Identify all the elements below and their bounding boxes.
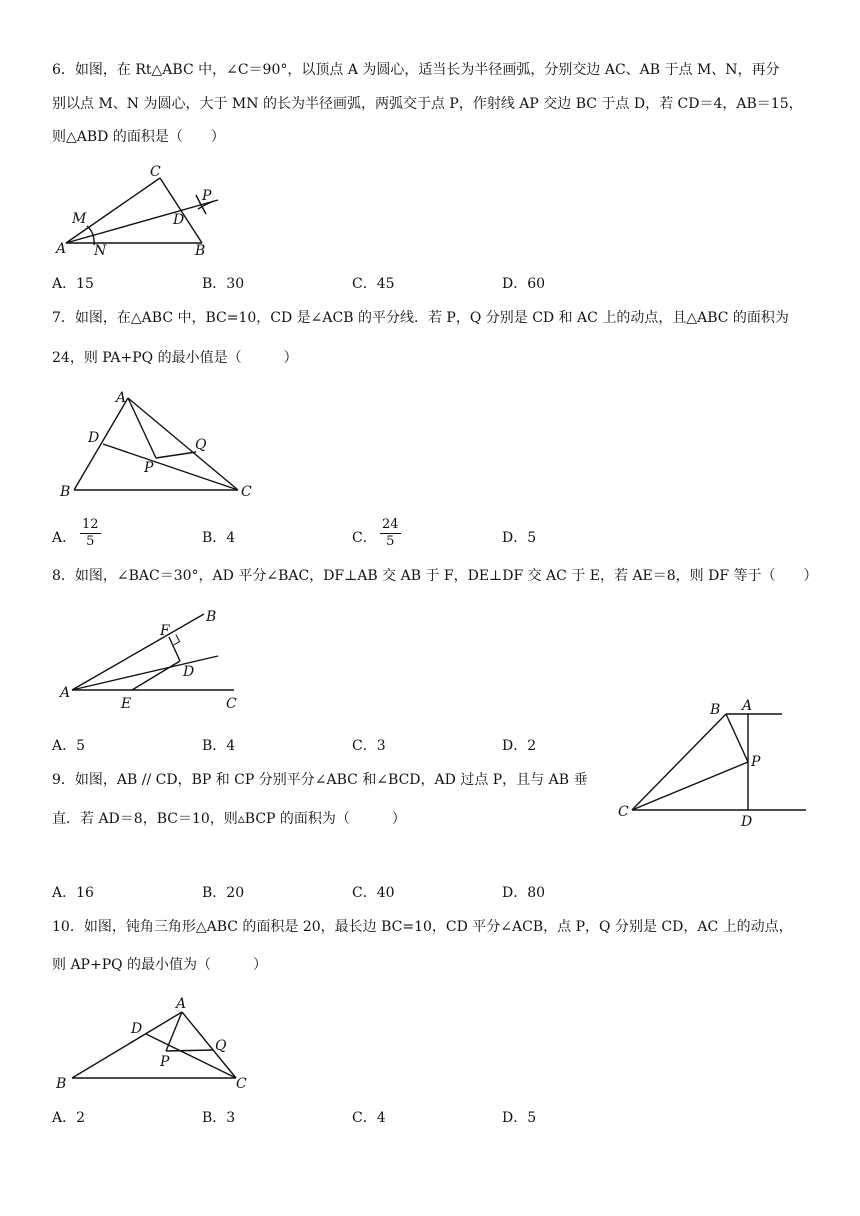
q6-text-line3: 则△ABD 的面积是（ ）	[52, 129, 225, 145]
q8-option-a[interactable]: A．5	[52, 738, 86, 754]
q7-option-c-denominator: 5	[386, 534, 395, 549]
q7-label-b: B	[60, 484, 71, 500]
q8-label-f: F	[160, 623, 170, 639]
q10-option-a[interactable]: A．2	[52, 1110, 86, 1126]
q10-label-a: A	[176, 996, 187, 1012]
q7-option-b[interactable]: B．4	[202, 530, 236, 546]
q6-text-line1: 6．如图，在 Rt△ABC 中，∠C＝90°，以顶点 A 为圆心，适当长为半径画弧，分别交边 AC、AB 于点 M、N，再分	[52, 62, 780, 78]
q6-label-b: B	[195, 243, 206, 259]
q10-text-line1: 10．如图，钝角三角形△ABC 的面积是 20，最长边 BC=10，CD 平分∠ACB，点 P，Q 分别是 CD，AC 上的动点，	[52, 919, 793, 935]
q6-label-c: C	[150, 164, 161, 180]
q6-text-line2: 别以点 M、N 为圆心，大于 MN 的长为半径画弧，两弧交于点 P，作射线 AP 交边 BC 于点 D，若 CD＝4，AB＝15，	[52, 96, 803, 112]
q10-label-c: C	[236, 1076, 247, 1092]
q8-label-d: D	[183, 664, 195, 680]
q9-text-line2: 直．若 AD＝8，BC＝10，则▵BCP 的面积为（ ）	[52, 811, 406, 827]
q8-label-b: B	[206, 609, 217, 625]
q10-label-d: D	[131, 1021, 143, 1037]
q6-option-a[interactable]: A．15	[52, 276, 94, 292]
q9-label-p: P	[751, 754, 761, 770]
q7-label-a: A	[116, 390, 127, 406]
q9-option-b[interactable]: B．20	[202, 885, 245, 901]
q9-option-a[interactable]: A．16	[52, 885, 94, 901]
q8-label-a: A	[60, 685, 71, 701]
q6-label-m: M	[72, 211, 87, 227]
q6-label-a: A	[56, 241, 67, 257]
q10-option-c[interactable]: C．4	[352, 1110, 386, 1126]
q6-option-c[interactable]: C．45	[352, 276, 395, 292]
q7-label-p: P	[144, 460, 154, 476]
q10-option-b[interactable]: B．3	[202, 1110, 236, 1126]
q9-label-c: C	[618, 804, 629, 820]
q9-option-d[interactable]: D．80	[502, 885, 546, 901]
q7-option-a-prefix: A．	[52, 530, 77, 546]
q9-option-c[interactable]: C．40	[352, 885, 395, 901]
q7-label-c: C	[241, 484, 252, 500]
q10-label-b: B	[56, 1076, 67, 1092]
q8-option-c[interactable]: C．3	[352, 738, 386, 754]
q6-label-p: P	[202, 188, 212, 204]
q7-text-line2: 24，则 PA+PQ 的最小值是（ ）	[52, 350, 298, 366]
q10-label-p: P	[160, 1054, 170, 1070]
q7-label-d: D	[88, 430, 100, 446]
q8-text-line1: 8．如图，∠BAC＝30°，AD 平分∠BAC，DF⊥AB 交 AB 于 F，DE⊥DF 交 AC 于 E，若 AE＝8，则 DF 等于（ ）	[52, 568, 818, 584]
q9-label-b: B	[710, 702, 721, 718]
q8-option-b[interactable]: B．4	[202, 738, 236, 754]
q6-label-d: D	[173, 212, 185, 228]
q8-option-d[interactable]: D．2	[502, 738, 537, 754]
q10-text-line2: 则 AP+PQ 的最小值为（ ）	[52, 957, 268, 973]
q8-label-c: C	[226, 696, 237, 712]
q9-label-d: D	[741, 814, 753, 830]
q7-text-line1: 7．如图，在△ABC 中，BC=10，CD 是∠ACB 的平分线．若 P，Q 分别是 CD 和 AC 上的动点，且△ABC 的面积为	[52, 310, 789, 326]
q7-option-a-denominator: 5	[86, 534, 95, 549]
q7-label-q: Q	[195, 437, 207, 453]
q7-option-c-numerator: 24	[382, 517, 399, 532]
q10-label-q: Q	[215, 1038, 227, 1054]
q6-option-d[interactable]: D．60	[502, 276, 546, 292]
q7-option-a-numerator: 12	[82, 517, 99, 532]
q7-option-d[interactable]: D．5	[502, 530, 537, 546]
q9-label-a: A	[742, 698, 753, 714]
q7-option-c-prefix: C．	[352, 530, 377, 546]
q6-option-b[interactable]: B．30	[202, 276, 245, 292]
q10-option-d[interactable]: D．5	[502, 1110, 537, 1126]
q6-label-n: N	[94, 243, 107, 259]
q9-text-line1: 9．如图，AB // CD，BP 和 CP 分别平分∠ABC 和∠BCD，AD 过点 P，且与 AB 垂	[52, 772, 588, 788]
q8-label-e: E	[121, 696, 132, 712]
